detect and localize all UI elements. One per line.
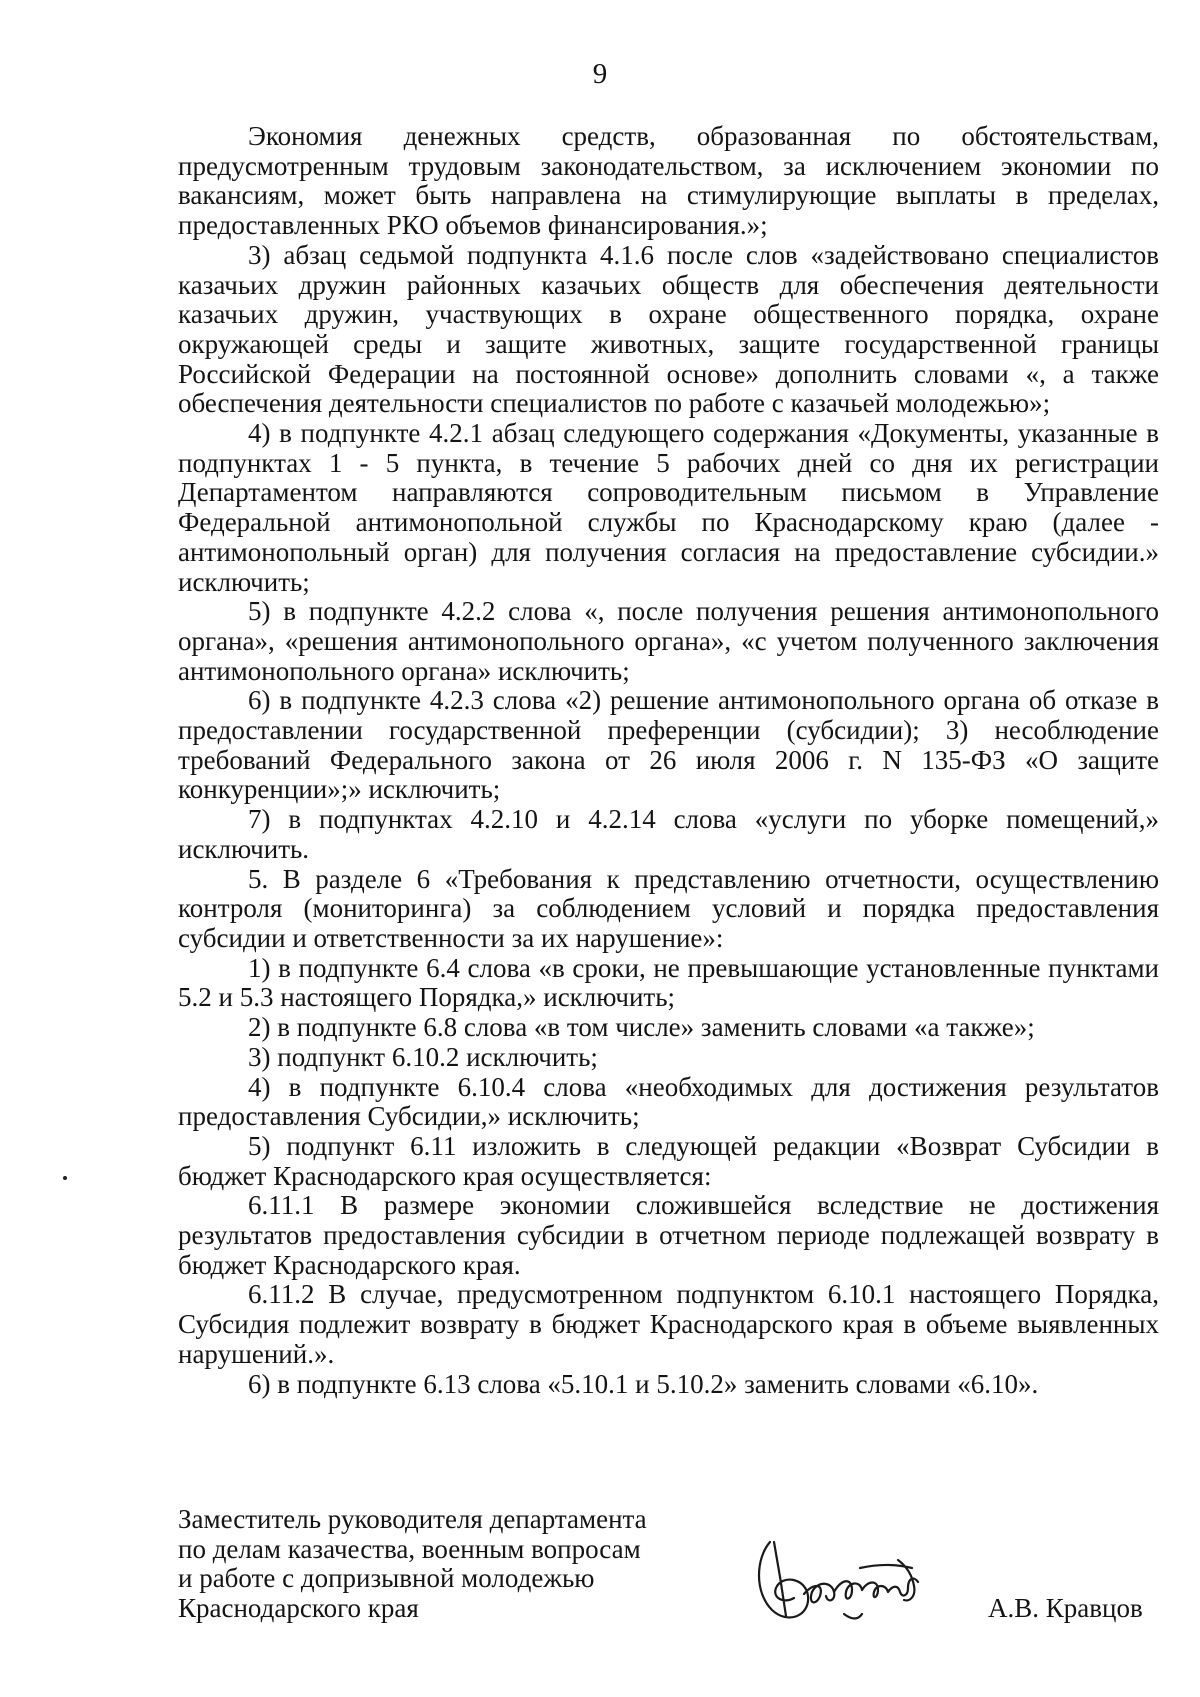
paragraph: 1) в подпункте 6.4 слова «в сроки, не превышающие установленные пунктами 5.2 и 5.3 настоящего Порядка,» исключить; <box>178 952 1159 1013</box>
paragraph: 6.11.1 В размере экономии сложившейся вследствие не достижения результатов предоставления субсидии в отчетном периоде подлежащей возврату в бюджет Краснодарского края. <box>178 1190 1159 1280</box>
signatory-title-line: по делам казачества, военным вопросам <box>178 1533 641 1564</box>
signatory-title-line: Заместитель руководителя департамента <box>178 1504 647 1534</box>
signatory-title <box>178 1505 647 1623</box>
paragraph: 3) подпункт 6.10.2 исключить; <box>248 1041 598 1072</box>
handwritten-signature <box>748 1530 938 1630</box>
scan-artifact-dot <box>63 1176 67 1180</box>
paragraph: 5) подпункт 6.11 изложить в следующей редакции «Возврат Субсидии в бюджет Краснодарского края осуществляется: <box>178 1130 1159 1191</box>
paragraph: 4) в подпункте 4.2.1 абзац следующего содержания «Документы, указанные в подпунктах 1 - 5 пункта, в течение 5 рабочих дней со дня их регистрации Департаментом направляются сопроводительным письмом в Управление Федеральной антимонопольной службы по Краснодарскому краю (далее - антимонопольный орган) для получения согласия на предоставление субсидии.» исключить; <box>178 418 1159 597</box>
paragraph: 6) в подпункте 4.2.3 слова «2) решение антимонопольного органа об отказе в предоставлении государственной преференции (субсидии); 3) несоблюдение требований Федерального закона от 26 июля 2006 г. N 135-ФЗ «О защите конкуренции»;» исключить; <box>178 685 1159 805</box>
signatory-title-line: Краснодарского края <box>178 1592 419 1623</box>
paragraph: 6) в подпункте 6.13 слова «5.10.1 и 5.10.2» заменить словами «6.10». <box>248 1368 1039 1399</box>
signatory-title-line: и работе с допризывной молодежью <box>178 1563 595 1593</box>
section-heading-paragraph: 5. В разделе 6 «Требования к представлению отчетности, осуществлению контроля (мониторинга) за соблюдением условий и порядка предоставления субсидии и ответственности за их нарушение»: <box>178 863 1159 953</box>
page-number: 9 <box>592 58 608 90</box>
paragraph: 7) в подпунктах 4.2.10 и 4.2.14 слова «услуги по уборке помещений,» исключить. <box>178 804 1159 864</box>
paragraph: Экономия денежных средств, образованная по обстоятельствам, предусмотренным трудовым законодательством, за исключением экономии по вакансиям, может быть направлена на стимулирующие выплаты в пределах, предоставленных РКО объемов финансирования.»; <box>178 121 1159 241</box>
signer-name: А.В. Кравцов <box>988 1593 1143 1623</box>
paragraph: 4) в подпункте 6.10.4 слова «необходимых для достижения результатов предоставления Субсидии,» исключить; <box>178 1071 1159 1132</box>
paragraph: 5) в подпункте 4.2.2 слова «, после получения решения антимонопольного органа», «решения антимонопольного органа», «с учетом полученного заключения антимонопольного органа» исключить; <box>178 596 1159 686</box>
paragraph: 2) в подпункте 6.8 слова «в том числе» заменить словами «а также»; <box>248 1012 1035 1043</box>
document-body <box>178 122 1159 1399</box>
paragraph: 6.11.2 В случае, предусмотренном подпунктом 6.10.1 настоящего Порядка, Субсидия подлежит возврату в бюджет Краснодарского края в объеме выявленных нарушений.». <box>178 1279 1159 1369</box>
paragraph: 3) абзац седьмой подпункта 4.1.6 после слов «задействовано специалистов казачьих дружин районных казачьих обществ для обеспечения деятельности казачьих дружин, участвующих в охране общественного порядка, охране окружающей среды и защите животных, защите государственной границы Российской Федерации на постоянной основе» дополнить словами «, а также обеспечения деятельности специалистов по работе с казачьей молодежью»; <box>178 239 1159 419</box>
